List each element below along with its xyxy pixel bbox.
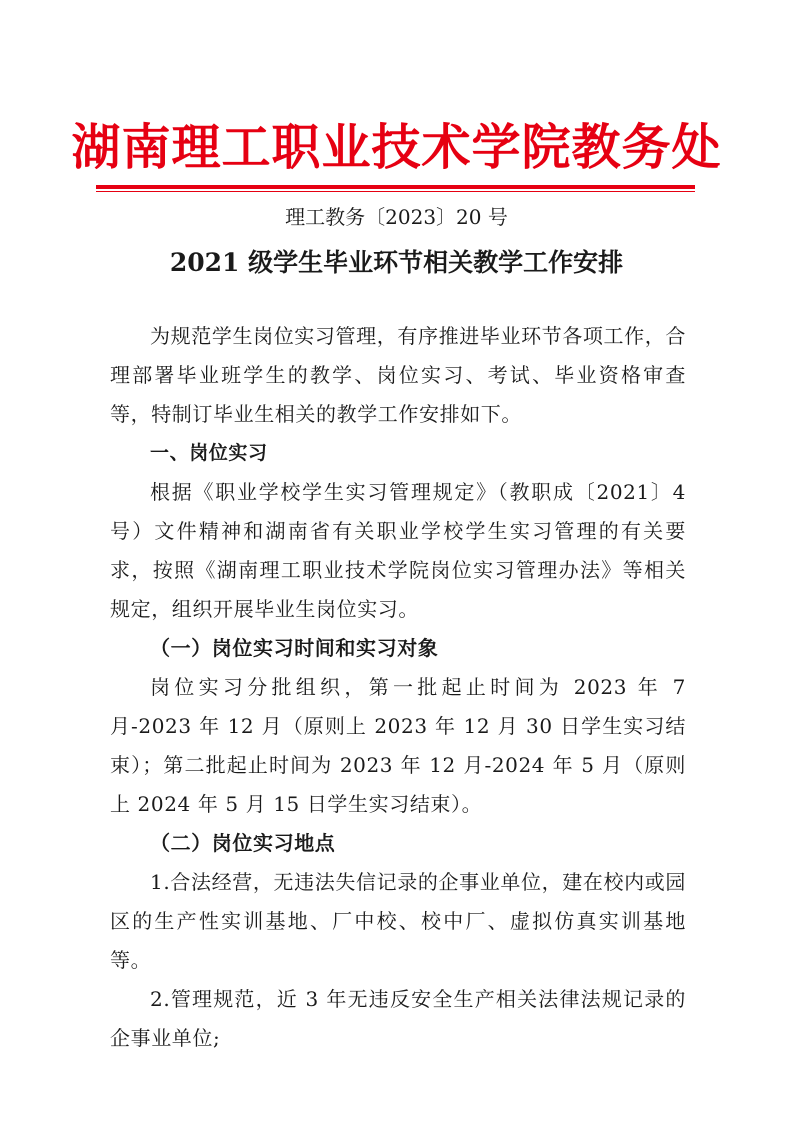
list-item: 2.管理规范，近 3 年无违反安全生产相关法律法规记录的企事业单位; — [110, 987, 686, 1050]
subsection-heading-time: （一）岗位实习时间和实习对象 — [150, 636, 439, 660]
list-item: 1.合法经营，无违法失信记录的企事业单位，建在校内或园区的生产性实训基地、厂中校、校中厂、虚拟仿真实训基地等。 — [110, 870, 686, 972]
intro-paragraph: 为规范学生岗位实习管理，有序推进毕业环节各项工作，合理部署毕业班学生的教学、岗位实习、考试、毕业资格审查等，特制订毕业生相关的教学工作安排如下。 — [110, 324, 686, 426]
document-body — [110, 317, 686, 1058]
subsection-time-paragraph: 岗位实习分批组织，第一批起止时间为 2023 年 7 月-2023 年 12 月（原则上 2023 年 12 月 30 日学生实习结束）；第二批起止时间为 2023 年 12 月-2024 年 5 月（原则上 2024 年 5 月 15 日学生实习结束）。 — [110, 675, 686, 816]
document-title: 2021 级学生毕业环节相关教学工作安排 — [169, 248, 624, 277]
header-red-rule-thin — [96, 191, 695, 192]
document-number: 理工教务〔2023〕20 号 — [285, 205, 508, 229]
org-header-title: 湖南理工职业技术学院教务处 — [71, 119, 722, 176]
header-red-rule-thick — [96, 185, 695, 189]
section-heading-internship: 一、岗位实习 — [150, 442, 268, 464]
subsection-heading-location: （二）岗位实习地点 — [150, 831, 336, 855]
section-internship-paragraph: 根据《职业学校学生实习管理规定》（教职成〔2021〕4 号）文件精神和湖南省有关职业学校学生实习管理的有关要求，按照《湖南理工职业技术学院岗位实习管理办法》等相关规定，组织开展毕业生岗位实习。 — [110, 480, 686, 621]
